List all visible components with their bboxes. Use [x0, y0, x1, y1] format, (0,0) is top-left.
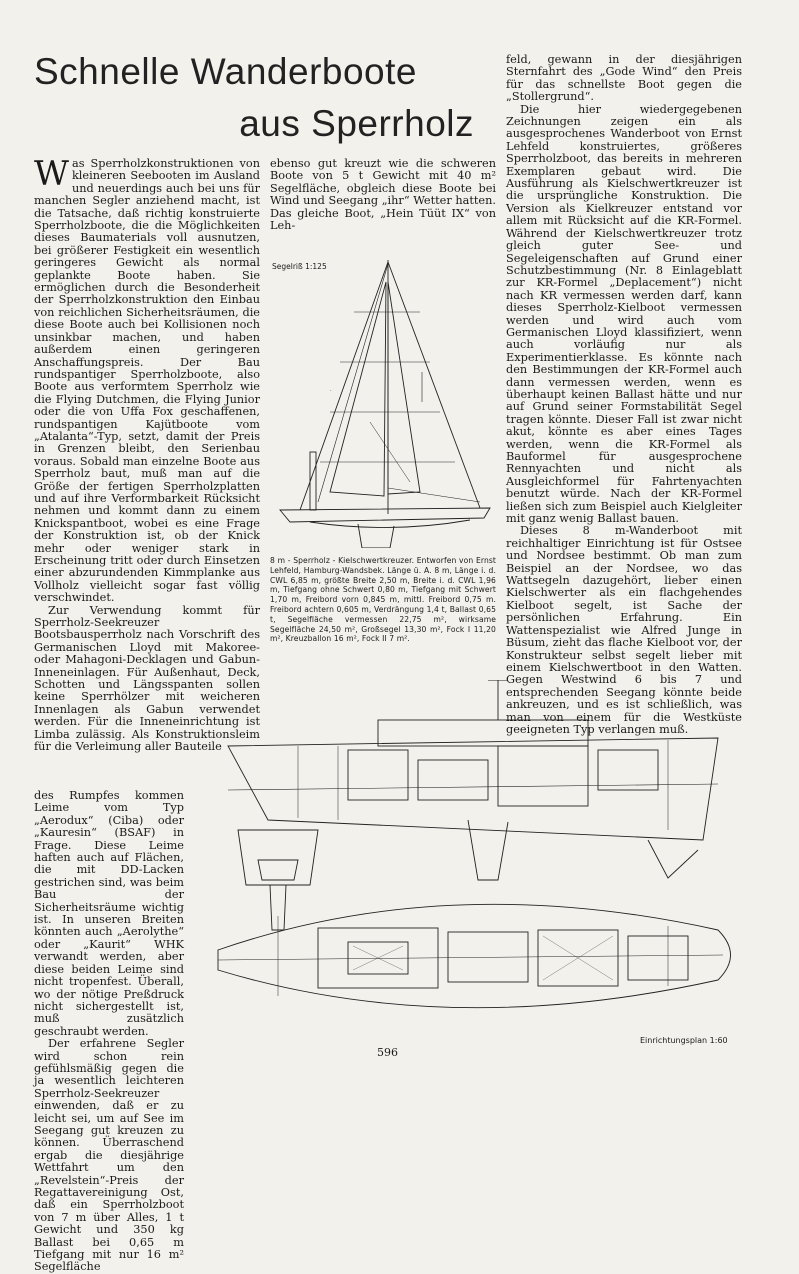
drop-cap: W — [34, 154, 69, 194]
page-number: 596 — [377, 1046, 398, 1059]
segelriss-label: Segelriß 1:125 — [272, 262, 327, 271]
paragraph-3: des Rumpfes kommen Leime vom Typ „Aerodux“ (Ciba) oder „Kauresin“ (BSAF) in Frage. Diese Leime haften auch auf Flächen, die mit DD-Lacken gestrichen sind, was beim Bau der Sicherheitsräume wichtig ist. In unseren Breiten könnten auch „Aerolythe“ oder „Kaurit“ WHK verwandt werden, aber diese beiden Leime sind nicht tropenfest. Überall, wo der nötige Preßdruck nicht sichergestellt ist, muß zusätzlich geschraubt werden. — [34, 789, 184, 1038]
column-1 — [34, 154, 260, 754]
title-line-2: aus Sperrholz — [239, 103, 474, 144]
paragraph-2: Zur Verwendung kommt für Sperrholz-Seekreuzer Bootsbausperrholz nach Vorschrift des Germanischen Lloyd mit Makoree- oder Mahagoni-Decklagen und Gabun-Inneneinlagen. Für Außenhaut, Deck, Schotten und Längsspanten sollen keine Sperrhölzer mit weicheren Innenlagen als Gabun verwendet werden. Für die Inneneinrichtung ist Limba zulässig. Als Konstruktionsleim für die Verleimung aller Bauteile — [34, 603, 260, 754]
accommodation-plan-drawing — [198, 680, 754, 1026]
title-line-1: Schnelle Wanderboote — [34, 51, 417, 92]
column-2 — [270, 158, 496, 232]
paragraph-4: Der erfahrene Segler wird schon rein gefühlsmäßig gegen die ja wesentlich leichteren Sperrholz-Seekreuzer einwenden, daß er zu leicht sei, um auf See im Seegang gut kreuzen zu können. Überraschend ergab die diesjährige Wettfahrt um den „Revelstein“-Preis der Regattavereinigung Ost, daß ein Sperrholzboot von 7 m über Alles, 1 t Gewicht und 350 kg Ballast bei 0,65 m Tiefgang mit nur 16 m² Segelfläche — [34, 1037, 184, 1274]
sail-plan-drawing — [270, 252, 506, 548]
column-3-paragraph-1: feld, gewann in der diesjährigen Sternfahrt des „Gode Wind“ den Preis für das schnellste Boot gegen die „Stollergrund“. — [506, 53, 742, 104]
svg-text:·: · — [330, 388, 332, 394]
column-2-text: ebenso gut kreuzt wie die schweren Boote von 5 t Gewicht mit 40 m² Segelfläche, obgleich diese Boote bei Wind und Seegang „ihr“ Wetter hatten. Das gleiche Boot, „Hein Tüüt IX“ von Leh- — [270, 157, 496, 233]
article-title — [34, 46, 474, 150]
column-3-paragraph-3: Dieses 8 m-Wanderboot mit reichhaltiger Einrichtung ist für Ostsee und Nordsee bestimmt. Ob man zum Beispiel an der Nordsee, wo das Wattsegeln dazugehört, lieber einen Kielschwerter als ein flachgehendes Kielboot segelt, ist Sache der persönlichen Erfahrung. Ein Wattenspezialist wie Alfred Junge in Büsum, zieht das flache Kielboot vor, der Konstrukteur selbst segelt lieber mit einem Kielschwertboot in den Watten. Gegen Westwind 6 bis 7 und entsprechenden Seegang könnte beide ankreuzen, und es ist schließlich, was man von einem für die Westküste geeigneten Typ verlangen muß. — [506, 524, 742, 736]
column-3 — [506, 54, 742, 736]
drawing-caption: 8 m - Sperrholz - Kielschwertkreuzer. Entworfen von Ernst Lehfeld, Hamburg-Wandsbek. Länge ü. A. 8 m, Länge i. d. CWL 6,85 m, größte Breite 2,50 m, Breite i. d. CWL 1,96 m, Tiefgang ohne Schwert 0,80 m, Tiefgang mit Schwert 1,70 m, Freibord vorn 0,845 m, mittl. Freibord 0,75 m. Freibord achtern 0,605 m, Verdrängung 1,4 t, Ballast 0,65 t, Segelfläche vermessen 22,75 m², wirksame Segelfläche 24,50 m², Großsegel 13,30 m², Fock I 11,20 m², Kreuzballon 16 m², Fock II 7 m². — [270, 556, 496, 644]
einrichtungsplan-label: Einrichtungsplan 1:60 — [640, 1036, 728, 1045]
paragraph-1-text: as Sperrholzkonstruktionen von kleineren Seebooten im Ausland und neuerdings auch bei uns für manchen Segler anziehend macht, ist die Tatsache, daß richtig konstruierte Sperrholzboote, die die Möglichkeiten dieses Baumaterials voll ausnutzen, bei größerer Festigkeit ein wesentlich geringeres Gewicht als normal geplankte Boote haben. Sie ermöglichen durch die Besonderheit der Sperrholzkonstruktion den Einbau von reichlichen Sicherheitsräumen, die diese Boote auch bei Kollisionen noch unsinkbar machen, und haben außerdem einen geringeren Anschaffungspreis. Der Bau rundspantiger Sperrholzboote, also Boote aus verformtem Sperrholz wie die Flying Dutchmen, die Flying Junior oder die von Uffa Fox geschaffenen, rundspantigen Kajütboote vom „Atalanta“-Typ, setzt, damit der Preis in Grenzen bleibt, den Serienbau voraus. Sobald man einzelne Boote aus Sperrholz baut, muß man auf die Größe der fertigen Sperrholzplatten und auf ihre Verformbarkeit Rücksicht nehmen und kommt dann zu einem Knickspantboot, wobei es eine Frage der Konstruktion ist, ob der Knick mehr oder weniger stark in Erscheinung tritt oder durch Einsetzen einer abzurundenden Kimmplanke aus Vollholz vielleicht sogar fast völlig verschwindet. — [34, 157, 260, 605]
paragraph-1 — [34, 154, 260, 605]
column-1-narrow — [34, 790, 184, 1274]
column-3-paragraph-2: Die hier wiedergegebenen Zeichnungen zeigen ein als ausgesprochenes Wanderboot von Ernst Lehfeld konstruiertes, größeres Sperrholzboot, das bereits in mehreren Exemplaren gebaut wird. Die Ausführung als Kielschwertkreuzer ist die ursprüngliche Konstruktion. Die Version als Kielkreuzer entstand vor allem mit Rücksicht auf die KR-Formel. Während der Kielschwertkreuzer trotz gleich guter See- und Segeleigenschaften auf Grund einer Schutzbestimmung (Nr. 8 Einlageblatt zur KR-Formel „Deplacement“) nicht nach KR vermessen werden darf, kann dieses Sperrholz-Kielboot vermessen werden und wird auch vom Germanischen Lloyd klassifiziert, wenn auch vorläufig nur als Experimentierklasse. Es könnte nach den Bestimmungen der KR-Formel auch dann vermessen werden, wenn es überhaupt keinen Ballast hätte und nur auf Grund seiner Formstabilität Segel tragen könnte. Dieser Fall ist zwar nicht akut, könnte es aber eines Tages werden, wenn die KR-Formel als Bauformel für ausgesprochene Rennyachten und nicht als Ausgleichformel für Fahrtenyachten benutzt würde. Nach der KR-Formel ließen sich zum Beispiel auch Kielgleiter mit ganz wenig Ballast bauen. — [506, 102, 742, 526]
